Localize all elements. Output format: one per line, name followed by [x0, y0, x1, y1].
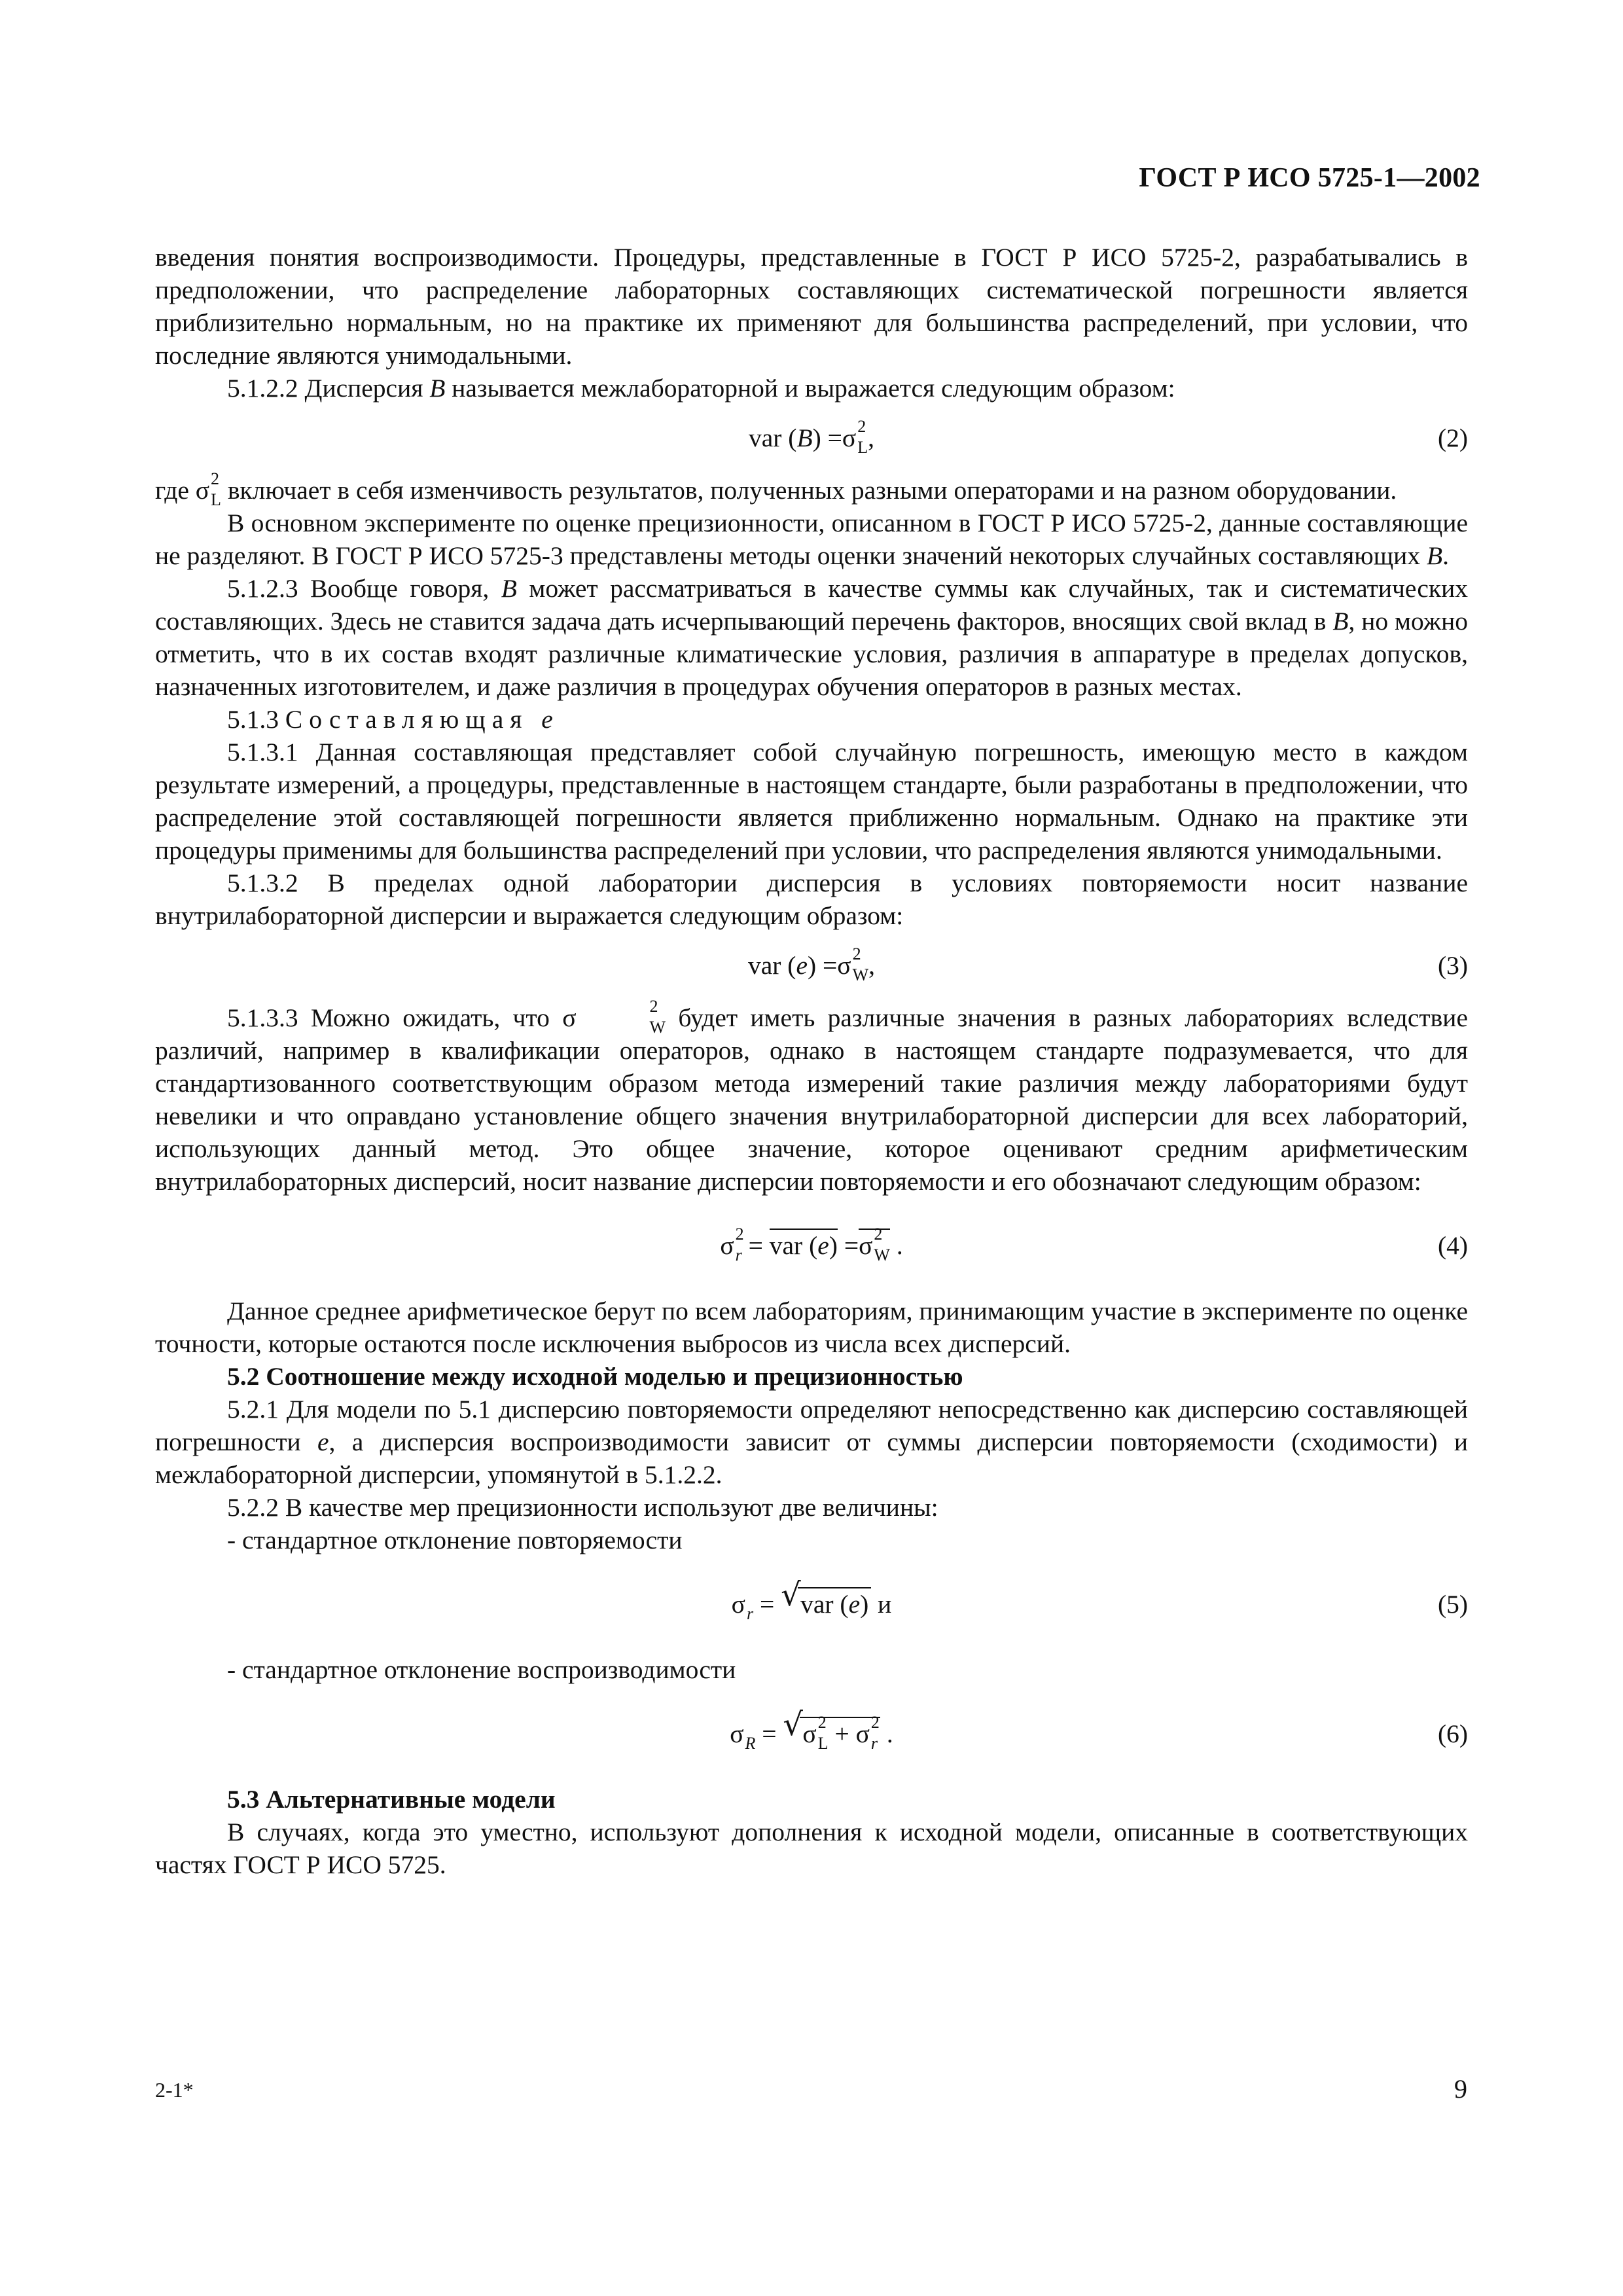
paragraph-5-1-3-2: 5.1.3.2 В пределах одной лаборатории дисперсия в условиях повторяемости носит название внутрилабораторной дисперсии и выражается следующим образом:	[155, 869, 1468, 930]
paragraph-5-1-3-3: 5.1.3.3 Можно ожидать, что σ 2 W будет иметь различные значения в разных лабораториях вследствие различий, например в квалификации операторов, однако в настоящем стандарте подразумевается, что для стандартизованного соответствующим образом метода измерений такие различия между лабораториями будут невелики и что оправдано установление общего значения внутрилабораторной дисперсии для всех лабораторий, использующих данный метод. Это общее значение, которое оценивают средним арифметическим внутрилабораторных дисперсий, носит название дисперсии повторяемости и его обозначают следующим образом:	[155, 997, 1468, 1196]
heading-5-3: 5.3 Альтернативные модели	[227, 1785, 556, 1814]
paragraph-5-2-1: 5.2.1 Для модели по 5.1 дисперсию повторяемости определяют непосредственно как дисперсию составляющей погрешности e, а дисперсия воспроизводимости зависит от суммы дисперсии повторяемости (сходимости) и межлабораторной дисперсии, упомянутой в 5.1.2.2.	[155, 1395, 1469, 1489]
equation-5-formula: σr = √ var (e) и	[731, 1577, 892, 1623]
equation-3-formula: var (e) =σ 2 W,	[747, 944, 876, 984]
equation-6	[155, 1706, 1468, 1757]
equation-6-formula: σR = √ σ 2 L + σ 2 r .	[730, 1706, 893, 1753]
equation-5	[155, 1577, 1468, 1627]
heading-5-1-3: 5.1.3 Составляющая e	[227, 705, 553, 734]
equation-6-number: (6)	[1437, 1719, 1468, 1748]
equation-5-number: (5)	[1437, 1590, 1468, 1619]
page-number: 9	[1454, 2074, 1467, 2104]
paragraph-5-2-2: 5.2.2 В качестве мер прецизионности используют две величины:	[227, 1493, 938, 1522]
paragraph-5-3: В случаях, когда это уместно, используют дополнения к исходной модели, описанные в соответствующих частях ГОСТ Р ИСО 5725.	[155, 1818, 1468, 1879]
equation-3	[155, 944, 1468, 984]
paragraph-mean: Данное среднее арифметическое берут по всем лабораториям, принимающим участие в эксперименте по оценке точности, которые остаются после исключения выбросов из числа всех дисперсий.	[155, 1297, 1468, 1358]
equation-4-number: (4)	[1437, 1231, 1468, 1260]
paragraph-where: где σ 2 L включает в себя изменчивость результатов, полученных разными операторами и на разном оборудовании.	[155, 469, 1397, 509]
equation-2	[155, 417, 1468, 457]
equation-4	[155, 1223, 1468, 1268]
paragraph-5-1-3-1: 5.1.3.1 Данная составляющая представляет собой случайную погрешность, имеющую место в каждом результате измерений, а процедуры, представленные в настоящем стандарте, были разработаны в предположении, что распределение этой составляющей погрешности является приближенно нормальным. Однако на практике эти процедуры применимы для большинства распределений при условии, что распределения являются унимодальными.	[155, 738, 1468, 865]
paragraph-main-experiment: В основном эксперименте по оценке прецизионности, описанном в ГОСТ Р ИСО 5725-2, данные составляющие не разделяют. В ГОСТ Р ИСО 5725-3 представлены методы оценки значений некоторых случайных составляющих B.	[155, 509, 1468, 570]
list-item-reproducibility: - стандартное отклонение воспроизводимости	[227, 1655, 736, 1684]
document-body	[155, 241, 1468, 1881]
heading-5-2: 5.2 Соотношение между исходной моделью и прецизионностью	[227, 1362, 963, 1391]
equation-2-number: (2)	[1437, 423, 1468, 452]
equation-3-number: (3)	[1437, 951, 1468, 980]
standard-header: ГОСТ Р ИСО 5725-1—2002	[1139, 163, 1480, 193]
paragraph-5-1-2-2: 5.1.2.2 Дисперсия B называется межлабораторной и выражается следующим образом:	[227, 374, 1175, 403]
overline-sigma-w: σ 2 W	[859, 1225, 890, 1265]
sqrt-sign: √ var (e)	[781, 1588, 871, 1621]
paragraph-continuation: введения понятия воспроизводимости. Процедуры, представленные в ГОСТ Р ИСО 5725-2, разрабатывались в предположении, что распределение лабораторных составляющих систематической погрешности является приблизительно нормальным, но на практике их применяют для большинства распределений, при условии, что последние являются унимодальными.	[155, 243, 1468, 370]
equation-4-formula: σ 2 r = var (e) =σ 2 W .	[720, 1225, 903, 1265]
signature-mark: 2-1*	[155, 2078, 194, 2102]
list-item-repeatability: - стандартное отклонение повторяемости	[227, 1526, 683, 1554]
equation-2-formula: var (B) =σ 2 L,	[749, 417, 874, 457]
overline-var-e: var (e)	[770, 1229, 838, 1260]
sqrt-sign: √ σ 2 L + σ 2 r	[783, 1706, 880, 1753]
paragraph-5-1-2-3: 5.1.2.3 Вообще говоря, B может рассматриваться в качестве суммы как случайных, так и систематических составляющих. Здесь не ставится задача дать исчерпывающий перечень факторов, вносящих свой вклад в B, но можно отметить, что в их состав входят различные климатические условия, различия в аппаратуре в пределах допусков, назначенных изготовителем, и даже различия в процедурах обучения операторов в разных местах.	[155, 574, 1468, 701]
